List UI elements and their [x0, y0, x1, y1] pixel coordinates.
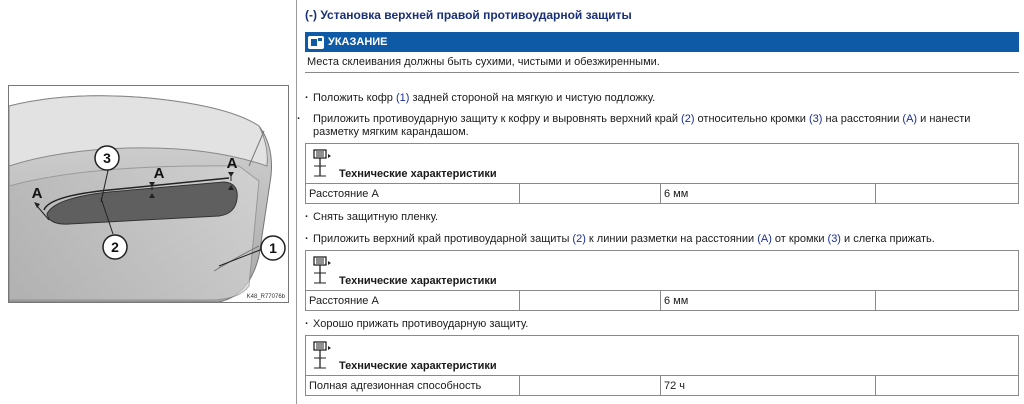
reference-link: (A) — [902, 113, 918, 125]
note-header — [305, 32, 1019, 52]
bullet-icon: · — [305, 233, 309, 245]
step-2 — [297, 113, 1013, 139]
illustration-figure — [8, 85, 289, 303]
marker-a-right: A — [226, 155, 238, 172]
bullet-icon: · — [305, 211, 309, 223]
spec-empty — [876, 291, 1018, 310]
spec-label: Расстояние A — [306, 291, 520, 310]
spec-empty — [520, 376, 661, 395]
bullet-icon: · — [305, 318, 309, 330]
step-text: Приложить верхний край противоударной защиты (2) к линии разметки на расстоянии (A) от кромки (3) и слегка прижать. — [313, 233, 935, 245]
spec-header — [306, 251, 1018, 291]
spec-table-2 — [305, 250, 1019, 311]
spec-empty — [520, 291, 661, 310]
note-text: Места склеивания должны быть сухими, чистыми и обезжиренными. — [307, 56, 660, 68]
step-4 — [305, 233, 1013, 246]
spec-table-1 — [305, 143, 1019, 204]
reference-link: (A) — [757, 233, 772, 245]
spec-label: Расстояние A — [306, 184, 520, 203]
bullet-icon: · — [297, 113, 301, 125]
spec-title: Технические характеристики — [339, 168, 497, 180]
page-title: (-) Установка верхней правой противоударной защиты — [305, 8, 632, 22]
gauge-icon — [312, 148, 332, 178]
callout-2 — [103, 235, 127, 259]
figure-code: K48_R7707​6b — [246, 294, 285, 300]
step-1 — [305, 92, 1013, 105]
step-text: Приложить противоударную защиту к кофру и выровнять верхний край (2) относительно кромки (3) на расстоянии (A) и нанести разметку мягким карандашом. — [313, 113, 971, 138]
step-3 — [305, 211, 1013, 224]
reference-link: (3) — [809, 113, 823, 125]
spec-empty — [876, 184, 1018, 203]
note-divider — [305, 72, 1019, 73]
step-text: Положить кофр (1) задней стороной на мягкую и чистую подложку. — [313, 92, 656, 104]
marker-a-left: A — [31, 185, 43, 202]
spec-empty — [876, 376, 1018, 395]
svg-text:1: 1 — [269, 240, 277, 256]
svg-text:2: 2 — [111, 239, 119, 255]
note-label: УКАЗАНИЕ — [328, 36, 388, 48]
spec-table-3 — [305, 335, 1019, 396]
reference-link: (1) — [395, 92, 410, 104]
spec-empty — [520, 184, 661, 203]
spec-row — [306, 376, 1018, 395]
spec-row — [306, 184, 1018, 203]
spec-label: Полная адгезионная способность — [306, 376, 520, 395]
reference-link: (2) — [681, 113, 695, 125]
step-text: Хорошо прижать противоударную защиту. — [313, 318, 529, 330]
callout-1 — [261, 236, 285, 260]
spec-row — [306, 291, 1018, 310]
gauge-icon — [312, 255, 332, 285]
left-column — [0, 0, 296, 404]
marker-a-middle: A — [153, 165, 165, 182]
svg-text:3: 3 — [103, 150, 111, 166]
gauge-icon — [312, 340, 332, 370]
spec-value: 6 мм — [661, 184, 876, 203]
spec-header — [306, 336, 1018, 376]
column-divider — [296, 0, 297, 404]
spec-header — [306, 144, 1018, 184]
step-text: Снять защитную пленку. — [313, 211, 439, 223]
step-5 — [305, 318, 1013, 331]
note-icon — [308, 36, 324, 49]
spec-title: Технические характеристики — [339, 360, 497, 372]
bullet-icon: · — [305, 92, 309, 104]
callout-3 — [95, 146, 119, 170]
spec-title: Технические характеристики — [339, 275, 497, 287]
spec-value: 72 ч — [661, 376, 876, 395]
topcase-illustration — [9, 86, 288, 302]
reference-link: (3) — [827, 233, 841, 245]
spec-value: 6 мм — [661, 291, 876, 310]
reference-link: (2) — [572, 233, 586, 245]
